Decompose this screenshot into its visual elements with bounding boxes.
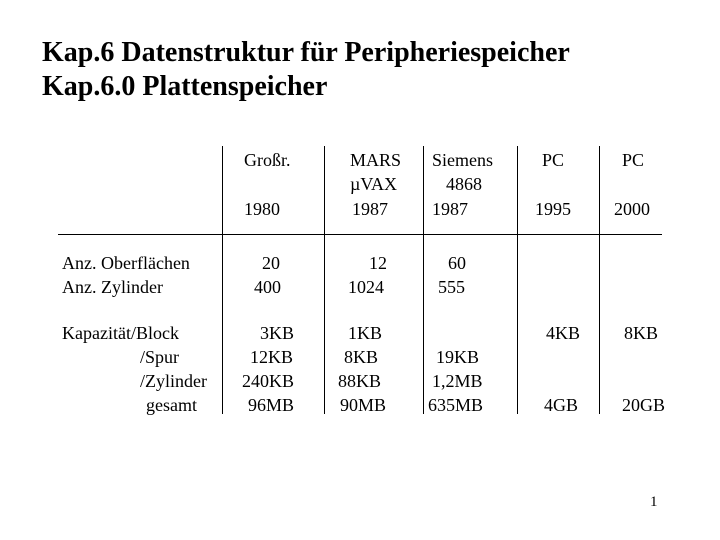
column-divider-5 [599,146,600,414]
siemens-total: 635MB [428,395,484,415]
title-line-1: Kap.6 Datenstruktur für Peripheriespeicher [42,37,570,68]
year-siemens: 1987 [432,199,468,219]
year-muvax: 1987 [352,199,388,219]
siemens-cylinder: 1,2MB [432,371,483,391]
header-siemens-model: 4868 [446,174,482,194]
row-label-per-track: /Spur [140,347,180,367]
year-pc-1: 1995 [535,199,571,219]
row-label-total: gesamt [146,395,197,415]
year-grossr: 1980 [244,199,280,219]
row-label-surfaces: Anz. Oberflächen [62,253,190,273]
header-mars: MARS [350,150,402,170]
muvax-track: 8KB [344,347,379,367]
row-label-per-cylinder: /Zylinder [140,371,207,391]
title-line-2: Kap.6.0 Plattenspeicher [42,71,328,102]
column-divider-4 [517,146,518,414]
pc2000-block: 8KB [624,323,659,343]
slide-title [42,36,570,104]
header-grossr: Großr. [244,150,291,170]
muvax-block: 1KB [348,323,383,343]
grossr-block: 3KB [260,323,295,343]
siemens-cylinders: 555 [438,277,465,297]
page-number: 1 [650,494,658,510]
muvax-surfaces: 12 [369,253,387,273]
muvax-total: 90MB [340,395,387,415]
grossr-cylinders: 400 [254,277,281,297]
header-separator-line [58,234,662,235]
header-pc-2: PC [622,150,645,170]
muvax-cylinders: 1024 [348,277,384,297]
pc2000-total: 20GB [622,395,666,415]
column-divider-3 [423,146,424,414]
row-label-capacity-block: Kapazität/Block [62,323,179,343]
siemens-track: 19KB [436,347,480,367]
header-siemens: Siemens [432,150,493,170]
grossr-surfaces: 20 [262,253,280,273]
pc1995-block: 4KB [546,323,581,343]
grossr-total: 96MB [248,395,295,415]
grossr-cylinder: 240KB [242,371,295,391]
year-pc-2: 2000 [614,199,650,219]
muvax-cylinder: 88KB [338,371,382,391]
grossr-track: 12KB [250,347,294,367]
row-label-cylinders: Anz. Zylinder [62,277,163,297]
column-divider-2 [324,146,325,414]
pc1995-total: 4GB [544,395,579,415]
siemens-surfaces: 60 [448,253,466,273]
column-divider-1 [222,146,223,414]
header-muvax: µVAX [350,174,398,194]
header-pc-1: PC [542,150,565,170]
